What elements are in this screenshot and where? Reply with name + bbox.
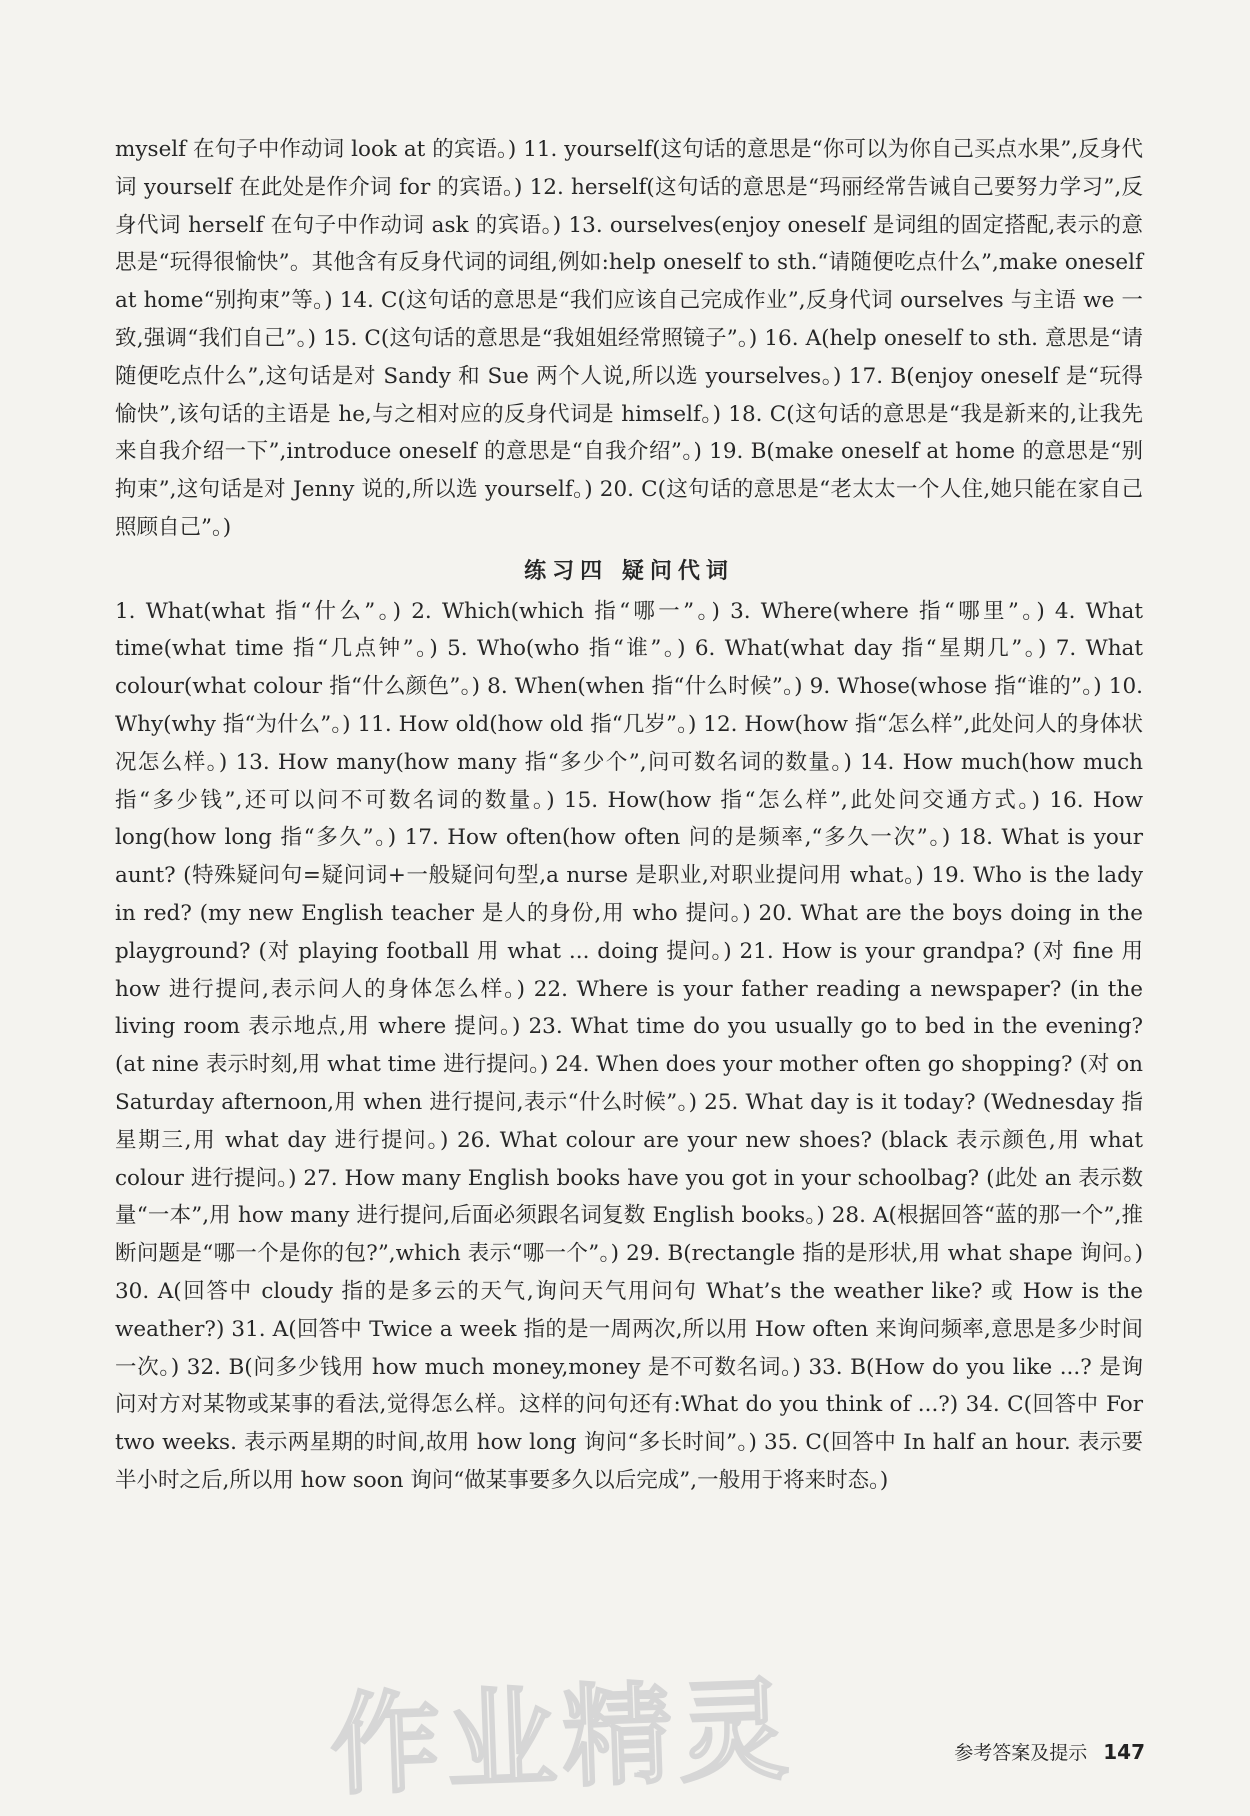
section-heading: 练习四 疑问代词 [524,558,734,584]
page-footer [954,1738,1145,1765]
page-number: 147 [1103,1740,1145,1764]
watermark-logo: 作业精灵 [328,1665,797,1811]
answers-section-4: 1. What(what 指“什么”。) 2. Which(which 指“哪一”。) 3. Where(where 指“哪里”。) 4. What time(what time 指“几点钟”。) 5. Who(who 指“谁”。) 6. What(what day 指“星期几”。) 7. What colour(what colour 指“什么颜色”。) 8. When(when 指“什么时候”。) 9. Whose(whose 指“谁的”。) 10. Why(why 指“为什么”。) 11. How old(how old 指“几岁”。) 12. How(how 指“怎么样”,此处问人的身体状况怎么样。) 13. How many(how many 指“多少个”,问可数名词的数量。) 14. How much(how much 指“多少钱”,还可以问不可数名词的数量。) 15. How(how 指“怎么样”,此处问交通方式。) 16. How long(how long 指“多久”。) 17. How often(how often 问的是频率,“多久一次”。) 18. What is your aunt? (特殊疑问句=疑问词+一般疑问句型,a nurse 是职业,对职业提问用 what。) 19. Who is the lady in red? (my new English teacher 是人的身份,用 who 提问。) 20. What are the boys doing in the playground? (对 playing football 用 what ... doing 提问。) 21. How is your grandpa? (对 fine 用 how 进行提问,表示问人的身体怎么样。) 22. Where is your father reading a newspaper? (in the living room 表示地点,用 where 提问。) 23. What time do you usually go to bed in the evening? (at nine 表示时刻,用 what time 进行提问。) 24. When does your mother often go shopping? (对 on Saturday afternoon,用 when 进行提问,表示“什么时候”。) 25. What day is it today? (Wednesday 指星期三,用 what day 进行提问。) 26. What colour are your new shoes? (black 表示颜色,用 what colour 进行提问。) 27. How many English books have you got in your schoolbag? (此处 an 表示数量“一本”,用 how many 进行提问,后面必须跟名词复数 English books。) 28. A(根据回答“蓝的那一个”,推断问题是“哪一个是你的包?”,which 表示“哪一个”。) 29. B(rectangle 指的是形状,用 what shape 询问。) 30. A(回答中 cloudy 指的是多云的天气,询问天气用问句 What’s the weather like? 或 How is the weather?) 31. A(回答中 Twice a week 指的是一周两次,所以用 How often 来询问频率,意思是多少时间一次。) 32. B(问多少钱用 how much money,money 是不可数名词。) 33. B(How do you like ...? 是询问对方对某物或某事的看法,觉得怎么样。这样的问句还有:What do you think of ...?) 34. C(回答中 For two weeks. 表示两星期的时间,故用 how long 询问“多长时间”。) 35. C(回答中 In half an hour. 表示要半小时之后,所以用 how soon 询问“做某事要多久以后完成”,一般用于将来时态。) [115,598,1143,1493]
answer-text-body [115,131,1143,1500]
answers-previous-section: myself 在句子中作动词 look at 的宾语。) 11. yourself(这句话的意思是“你可以为你自己买点水果”,反身代词 yourself 在此处是作介词 for 的宾语。) 12. herself(这句话的意思是“玛丽经常告诫自己要努力学习”,反身代词 herself 在句子中作动词 ask 的宾语。) 13. ourselves(enjoy oneself 是词组的固定搭配,表示的意思是“玩得很愉快”。其他含有反身代词的词组,例如:help oneself to sth.“请随便吃点什么”,make oneself at home“别拘束”等。) 14. C(这句话的意思是“我们应该自己完成作业”,反身代词 ourselves 与主语 we 一致,强调“我们自己”。) 15. C(这句话的意思是“我姐姐经常照镜子”。) 16. A(help oneself to sth. 意思是“请随便吃点什么”,这句话是对 Sandy 和 Sue 两个人说,所以选 yourselves。) 17. B(enjoy oneself 是“玩得愉快”,该句话的主语是 he,与之相对应的反身代词是 himself。) 18. C(这句话的意思是“我是新来的,让我先来自我介绍一下”,introduce oneself 的意思是“自我介绍”。) 19. B(make oneself at home 的意思是“别拘束”,这句话是对 Jenny 说的,所以选 yourself。) 20. C(这句话的意思是“老太太一个人住,她只能在家自己照顾自己”。) [115,137,1143,540]
footer-label: 参考答案及提示 [954,1742,1088,1764]
